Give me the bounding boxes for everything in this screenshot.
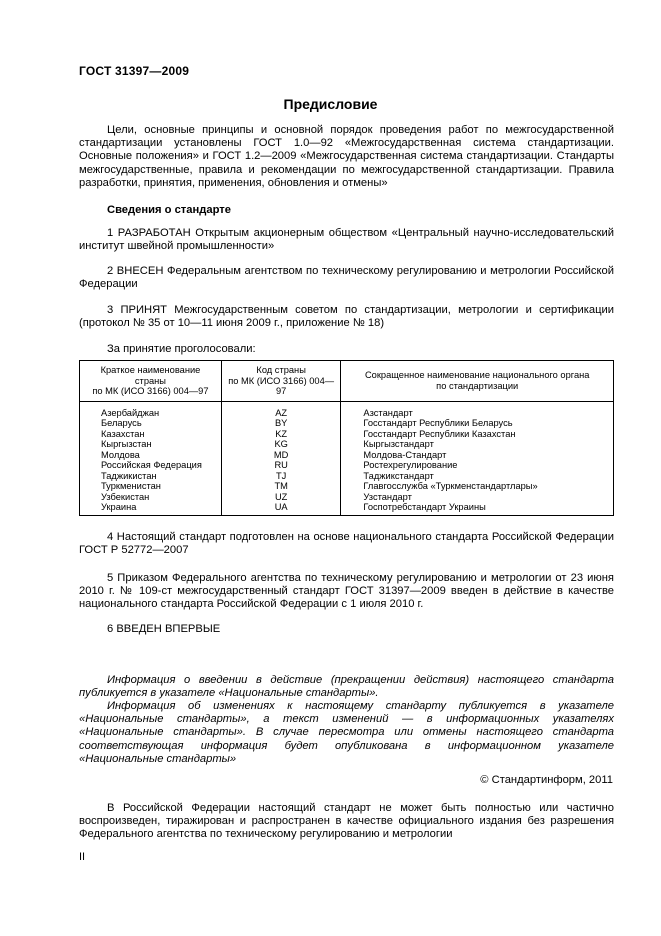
table-row: [80, 429, 614, 440]
country-name: Молдова: [80, 450, 222, 461]
item-3: 3 ПРИНЯТ Межгосударственным советом по стандартизации, метрологии и сертификации (протокол № 35 от 10—11 июня 2009 г., приложение № 18): [79, 304, 614, 330]
country-code: AZ: [221, 401, 341, 418]
copyright: © Стандартинформ, 2011: [480, 774, 613, 786]
col-header-code-line2: по МК (ИСО 3166) 004—97: [228, 375, 335, 396]
country-name: Российская Федерация: [80, 460, 222, 471]
country-code: UZ: [221, 492, 341, 503]
standards-body: Госстандарт Республики Казахстан: [341, 429, 614, 440]
country-code: TM: [221, 481, 341, 492]
item-1: 1 РАЗРАБОТАН Открытым акционерным обществом «Центральный научно-исследовательский институт швейной промышленности»: [79, 227, 614, 253]
country-code: MD: [221, 450, 341, 461]
table-row: [80, 502, 614, 515]
country-code: KZ: [221, 429, 341, 440]
page-number: II: [79, 851, 86, 863]
voted-label: За принятие проголосовали:: [107, 343, 256, 355]
info-introduction-notice: Информация о введении в действие (прекращении действия) настоящего стандарта публикуется в указателе «Национальные стандарты».: [79, 674, 614, 700]
item-6: 6 ВВЕДЕН ВПЕРВЫЕ: [107, 623, 221, 635]
standards-body: Госстандарт Республики Беларусь: [341, 418, 614, 429]
standards-body: Таджикстандарт: [341, 471, 614, 482]
standards-body: Кыргызстандарт: [341, 439, 614, 450]
country-name: Туркменистан: [80, 481, 222, 492]
country-name: Беларусь: [80, 418, 222, 429]
col-header-country-line2: по МК (ИСО 3166) 004—97: [92, 386, 209, 396]
page-title: Предисловие: [283, 96, 378, 112]
table-row: [80, 471, 614, 482]
standards-body: Ростехрегулирование: [341, 460, 614, 471]
country-code: UA: [221, 502, 341, 515]
section-subheading: Сведения о стандарте: [107, 204, 231, 216]
country-name: Азербайджан: [80, 401, 222, 418]
country-name: Таджикистан: [80, 471, 222, 482]
col-header-body-line2: по стандартизации: [436, 380, 519, 391]
intro-paragraph: Цели, основные принципы и основной порядок проведения работ по межгосударственной стандартизации установлены ГОСТ 1.0—92 «Межгосударственная система стандартизации. Основные положения» и ГОСТ 1.2—2009 «Межгосударственная система стандартизации. Стандарты межгосударственные, правила и рекомендации по межгосударственной стандартизации. Правила разработки, принятия, применения, обновления и отмены»: [79, 124, 614, 189]
item-4: 4 Настоящий стандарт подготовлен на основе национального стандарта Российской Федерации ГОСТ Р 52772—2007: [79, 531, 614, 557]
table-row: [80, 450, 614, 461]
table-row: [80, 492, 614, 503]
countries-table: [79, 360, 614, 516]
col-header-code: [221, 361, 341, 402]
document-header: ГОСТ 31397—2009: [79, 64, 190, 78]
col-header-body: [341, 361, 614, 402]
country-code: RU: [221, 460, 341, 471]
table-row: [80, 460, 614, 471]
country-code: BY: [221, 418, 341, 429]
col-header-body-line1: Сокращенное наименование национального органа: [364, 370, 590, 381]
table-header-row: [80, 361, 614, 402]
standards-body: Госпотребстандарт Украины: [341, 502, 614, 515]
table-row: [80, 481, 614, 492]
reproduction-notice: В Российской Федерации настоящий стандарт не может быть полностью или частично воспроизведен, тиражирован и распространен в качестве официального издания без разрешения Федерального агентства по техническому регулированию и метрологии: [79, 802, 614, 841]
col-header-country: [80, 361, 222, 402]
standards-body: Узстандарт: [341, 492, 614, 503]
table-row: [80, 401, 614, 418]
country-name: Украина: [80, 502, 222, 515]
standards-body: Главгосслужба «Туркменстандартлары»: [341, 481, 614, 492]
country-name: Узбекистан: [80, 492, 222, 503]
col-header-code-line1: Код страны: [256, 365, 306, 375]
country-name: Казахстан: [80, 429, 222, 440]
country-code: TJ: [221, 471, 341, 482]
col-header-country-line1: Краткое наименование страны: [100, 365, 201, 386]
country-name: Кыргызстан: [80, 439, 222, 450]
standards-body: Азстандарт: [341, 401, 614, 418]
table-row: [80, 418, 614, 429]
item-2: 2 ВНЕСЕН Федеральным агентством по техническому регулированию и метрологии Российской Федерации: [79, 265, 614, 291]
item-5: 5 Приказом Федерального агентства по техническому регулированию и метрологии от 23 июня 2010 г. № 109-ст межгосударственный стандарт ГОСТ 31397—2009 введен в действие в качестве национального стандарта Российской Федерации с 1 июля 2010 г.: [79, 572, 614, 611]
standards-body: Молдова-Стандарт: [341, 450, 614, 461]
table-row: [80, 439, 614, 450]
info-changes-notice: Информация об изменениях к настоящему стандарту публикуется в указателе «Национальные стандарты», а текст изменений — в информационных указателях «Национальные стандарты». В случае пересмотра или отмены настоящего стандарта соответствующая информация будет опубликована в информационном указателе «Национальные стандарты»: [79, 700, 614, 765]
country-code: KG: [221, 439, 341, 450]
